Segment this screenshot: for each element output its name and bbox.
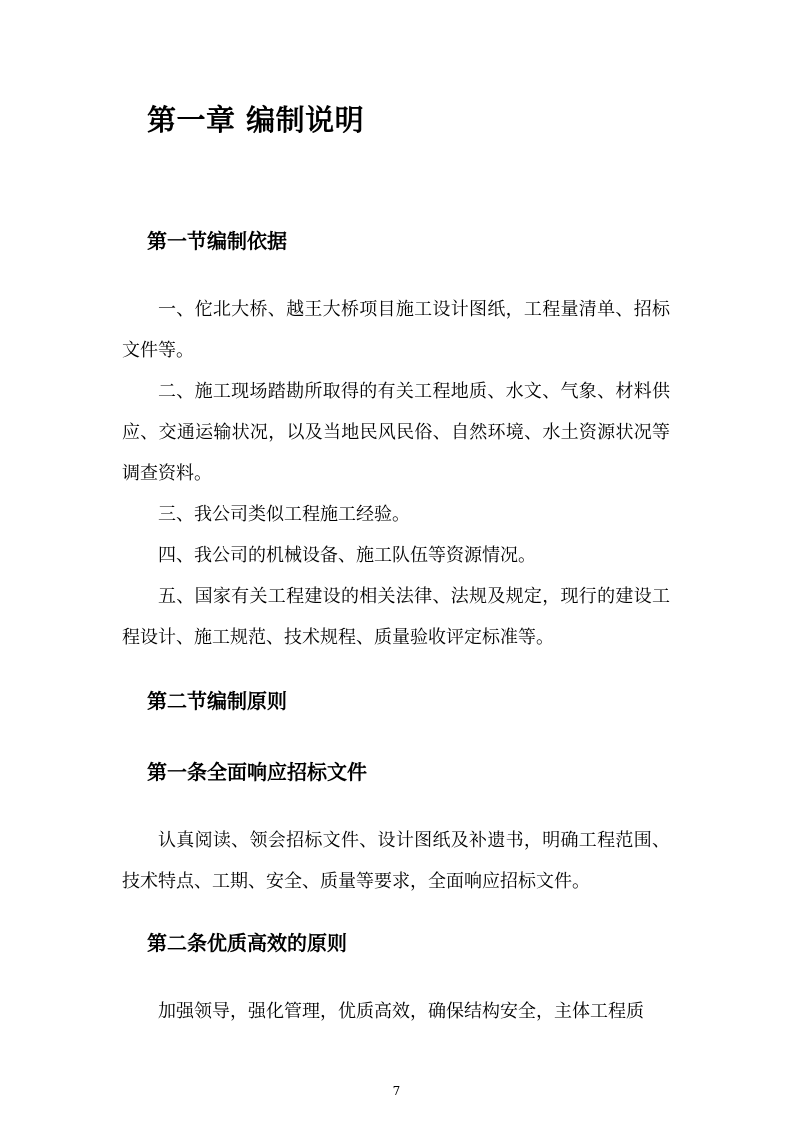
section-heading-basis: 第一节编制依据 [147, 229, 287, 253]
section-heading-principles: 第二节编制原则 [147, 689, 287, 713]
basis-paragraph-5: 五、国家有关工程建设的相关法律、法规及规定，现行的建设工程设计、施工规范、技术规程、质量验收评定标准等。 [122, 586, 670, 648]
article-heading-quality: 第二条优质高效的原则 [147, 931, 347, 955]
quality-paragraph: 加强领导，强化管理，优质高效，确保结构安全，主体工程质 [158, 1001, 644, 1022]
basis-paragraph-1: 一、佗北大桥、越王大桥项目施工设计图纸，工程量清单、招标文件等。 [122, 299, 670, 361]
chapter-title: 第一章 编制说明 [147, 103, 365, 137]
basis-paragraph-3: 三、我公司类似工程施工经验。 [158, 504, 410, 525]
respond-paragraph: 认真阅读、领会招标文件、设计图纸及补遗书，明确工程范围、技术特点、工期、安全、质量等要求，全面响应招标文件。 [122, 830, 670, 892]
page-number: 7 [392, 1084, 401, 1098]
basis-paragraph-4: 四、我公司的机械设备、施工队伍等资源情况。 [158, 545, 536, 566]
basis-paragraph-2: 二、施工现场踏勘所取得的有关工程地质、水文、气象、材料供应、交通运输状况，以及当地民风民俗、自然环境、水土资源状况等调查资料。 [122, 381, 670, 484]
article-heading-respond: 第一条全面响应招标文件 [147, 760, 367, 784]
